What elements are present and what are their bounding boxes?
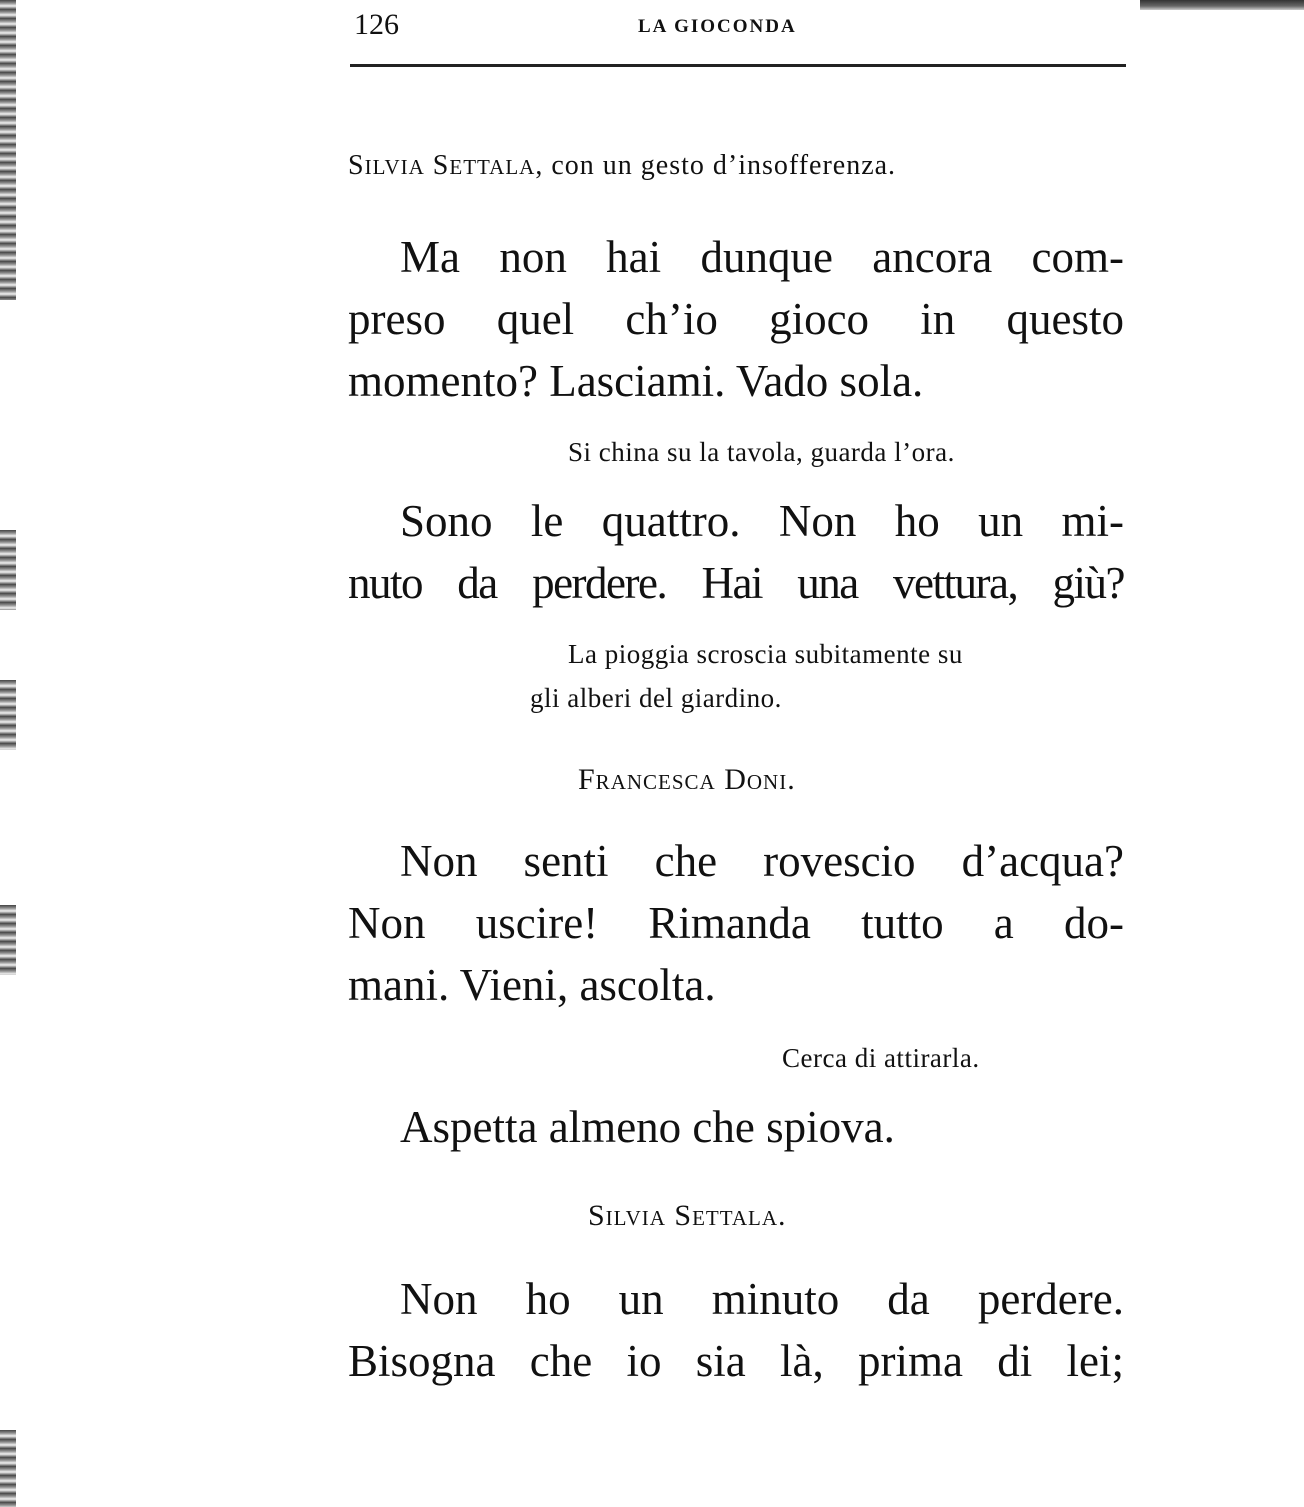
dialogue-line: Non ho un minuto da perdere. <box>400 1274 1124 1324</box>
speaker-last-rest: ettala <box>449 148 536 181</box>
dialogue-paragraph <box>348 226 1124 412</box>
stage-line: La pioggia scroscia subitamente su <box>568 639 963 669</box>
dialogue-line: momento? Lasciami. Vado sola. <box>348 356 924 406</box>
dialogue-paragraph <box>348 1096 1124 1158</box>
scan-top-artifact <box>1140 0 1304 10</box>
dialogue-line: nuto da perdere. Hai una vettura, giù? <box>348 558 1124 608</box>
dialogue-line: mani. Vieni, ascolta. <box>348 960 716 1010</box>
scan-edge-artifact <box>0 0 16 300</box>
speaker-last-initial: S <box>432 150 450 181</box>
dialogue-line: Sono le quattro. Non ho un mi- <box>400 496 1124 546</box>
dialogue-line: Bisogna che io sia là, prima di lei; <box>348 1336 1124 1386</box>
running-title: LA GIOCONDA <box>638 16 797 37</box>
dialogue-paragraph <box>348 1268 1124 1392</box>
scan-edge-artifact <box>0 1430 16 1507</box>
speaker-heading-silvia <box>588 1199 988 1233</box>
speaker-first-rest: ilvia <box>364 148 425 181</box>
speaker-heading-silvia <box>348 148 1124 182</box>
dialogue-line: Aspetta almeno che spiova. <box>400 1102 895 1152</box>
dialogue-line: Non uscire! Rimanda tutto a do- <box>348 898 1124 948</box>
dialogue-line: Ma non hai dunque ancora com- <box>400 232 1124 282</box>
stage-direction <box>568 430 1128 474</box>
speaker-name: Silvia Settala. <box>588 1199 787 1232</box>
page-number: 126 <box>354 8 399 41</box>
dialogue-line: Non senti che rovescio d’acqua? <box>400 836 1124 886</box>
header-rule <box>350 64 1126 67</box>
dialogue-paragraph <box>348 830 1124 1016</box>
stage-line: Cerca di attirarla. <box>782 1043 980 1073</box>
stage-line: Si china su la tavola, guarda l’ora. <box>568 437 955 467</box>
stage-direction <box>530 632 1130 720</box>
scan-edge-artifact <box>0 530 16 610</box>
speaker-first-initial: S <box>348 150 365 181</box>
stage-line: gli alberi del giardino. <box>530 683 782 713</box>
scan-edge-artifact <box>0 905 16 975</box>
dialogue-line: preso quel ch’io gioco in questo <box>348 294 1124 344</box>
dialogue-paragraph <box>348 490 1124 614</box>
scan-edge-artifact <box>0 680 16 750</box>
speaker-heading-francesca <box>578 763 978 797</box>
stage-direction <box>782 1036 1102 1080</box>
speaker-direction: , con un gesto d’insofferenza. <box>535 150 897 181</box>
page-header <box>350 8 1130 48</box>
speaker-name: Francesca Doni. <box>578 763 796 796</box>
